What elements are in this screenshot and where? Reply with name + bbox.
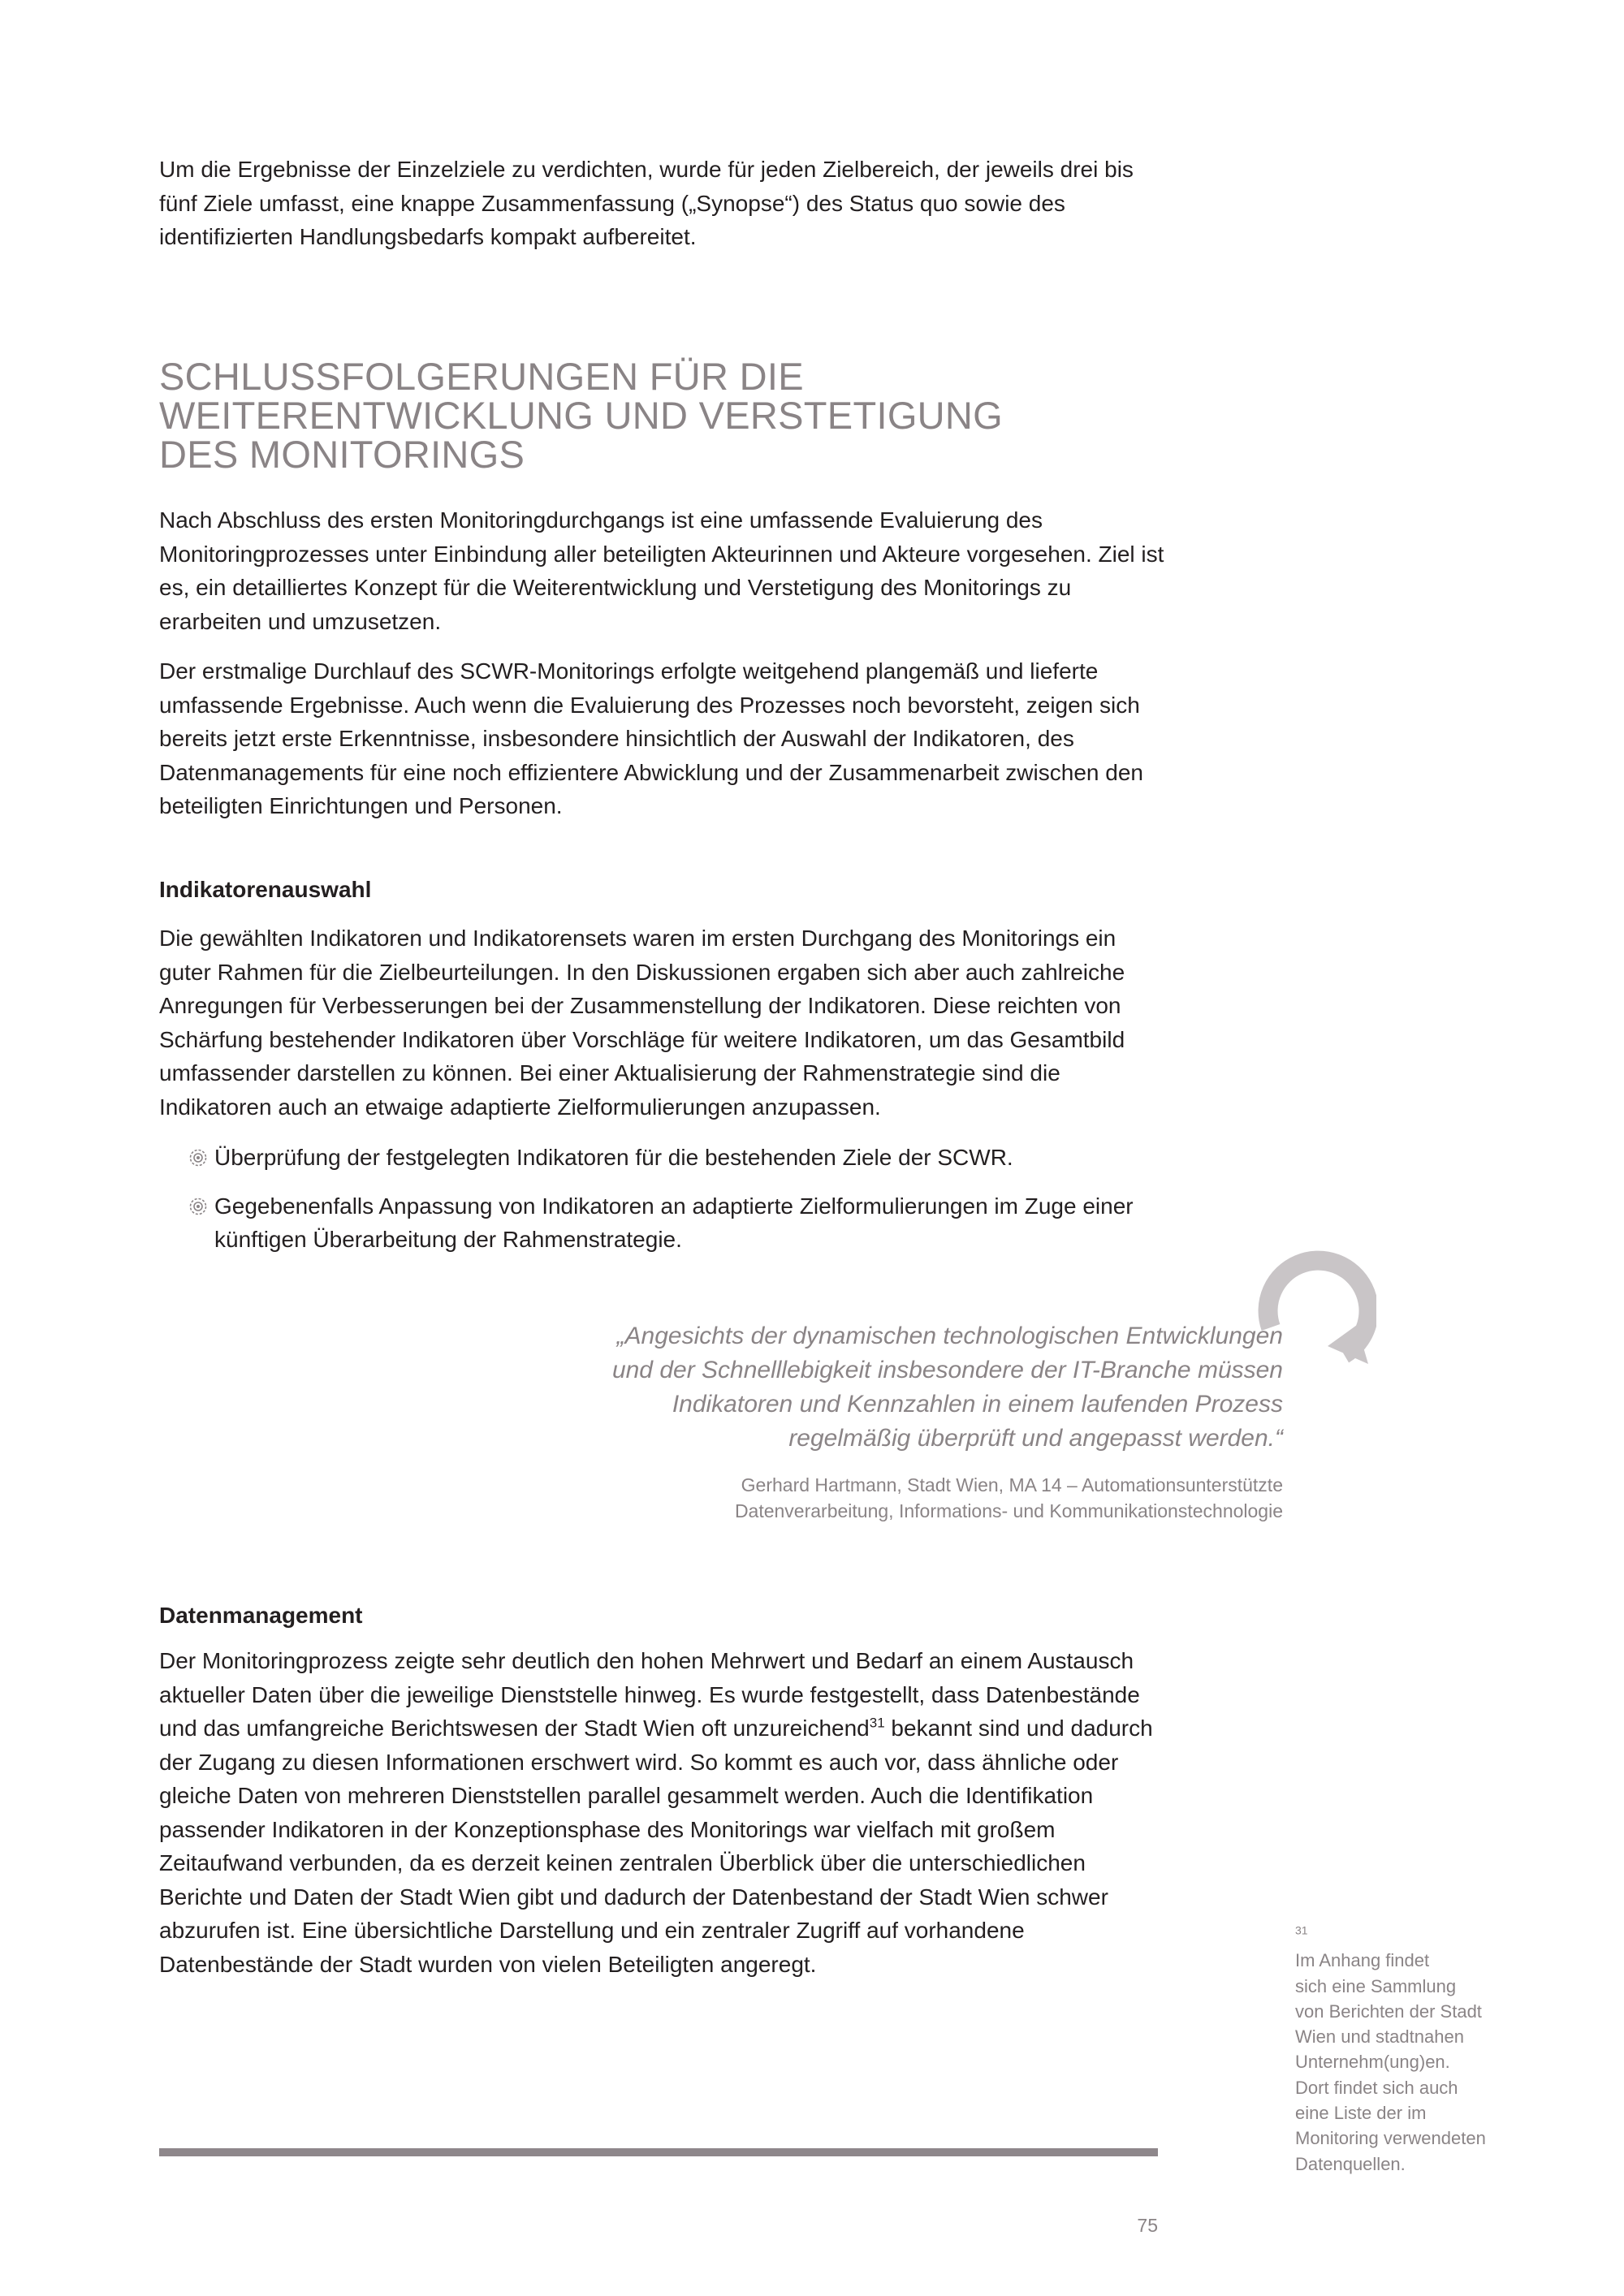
- bullet-text: Überprüfung der festgelegten Indikatoren für die bestehenden Ziele der SCWR.: [214, 1145, 1013, 1170]
- pull-quote: [560, 1319, 1283, 1524]
- footnote-line: von Berichten der Stadt: [1295, 2000, 1482, 2022]
- paragraph-text: Der Monitoringprozess zeigte sehr deutlich den hohen Mehrwert und Bedarf an einem Austausch aktueller Daten über die jeweilige Dienststelle hinweg. Es wurde festgestellt, dass Datenbestände und das umfangreiche Berichtswesen der Stadt Wien oft unzureichend: [159, 1648, 1140, 1741]
- indikatoren-bullet-list: [159, 1141, 1166, 1271]
- bullet-text: Gegebenenfalls Anpassung von Indikatoren an adaptierte Zielformulierungen im Zuge einer künftigen Überarbeitung der Rahmenstrategie.: [214, 1193, 1134, 1252]
- section-title: [159, 357, 1215, 474]
- indikatorenauswahl-heading: Indikatorenauswahl: [159, 877, 372, 902]
- indikatorenauswahl-paragraph: Die gewählten Indikatoren und Indikatorensets waren im ersten Durchgang des Monitorings ein guter Rahmen für die Zielbeurteilungen. In den Diskussionen ergaben sich aber auch zahlreiche Anregungen für Verbesserungen bei der Zusammenstellung der Indikatoren. Diese reichten von Schärfung bestehender Indikatoren über Vorschläge für weitere Indikatoren, um das Gesamtbild umfassender darstellen zu können. Bei einer Aktualisierung der Rahmenstrategie sind die Indikatoren auch an etwaige adaptierte Zielformulierungen anzupassen.: [159, 926, 1125, 1120]
- datenmanagement-paragraph: [159, 1644, 1166, 1981]
- attribution-line: Datenverarbeitung, Informations- und Kommunikationstechnologie: [734, 1500, 1283, 1521]
- section-title-line: WEITERENTWICKLUNG UND VERSTETIGUNG: [159, 394, 1004, 437]
- paragraph-text: bekannt sind und dadurch der Zugang zu diesen Informationen erschwert wird. So kommt es auch vor, dass ähnliche oder gleiche Daten von mehreren Dienststellen parallel gesammelt werden. Auch die Identifikation passender Indikatoren in der Konzeptionsphase des Monitorings war vielfach mit großem Zeitaufwand verbunden, da es derzeit keinen zentralen Überblick über die unterschiedlichen Berichte und Daten der Stadt Wien gibt und dadurch der Datenbestand der Stadt Wien schwer abzurufen ist. Eine übersichtliche Darstellung und ein zentraler Zugriff auf vorhandene Datenbestände der Stadt wurden von vielen Beteiligten angeregt.: [159, 1716, 1153, 1977]
- gear-bullet-icon: [188, 1197, 208, 1216]
- quote-line: und der Schnelllebigkeit insbesondere der IT-Branche müssen: [611, 1357, 1283, 1383]
- section-intro: [159, 503, 1166, 823]
- list-item: [159, 1189, 1166, 1257]
- footnote-line: Dort findet sich auch: [1295, 2077, 1458, 2098]
- section-title-line: SCHLUSSFOLGERUNGEN FÜR DIE: [159, 355, 804, 398]
- list-item: [159, 1141, 1166, 1175]
- footnote-text: Im Anhang findet: [1295, 1950, 1430, 1971]
- intro-paragraph: Um die Ergebnisse der Einzelziele zu verdichten, wurde für jeden Zielbereich, der jeweils drei bis fünf Ziele umfasst, eine knappe Zusammenfassung („Synopse“) des Status quo sowie des identifizierten Handlungsbedarfs kompakt aufbereitet.: [159, 157, 1134, 249]
- footnote-number: 31: [1295, 1923, 1308, 1937]
- page-number: 75: [1137, 2215, 1158, 2236]
- footnote-reference[interactable]: 31: [869, 1715, 885, 1731]
- datenmanagement-heading: Datenmanagement: [159, 1603, 363, 1628]
- footnote-line: [1295, 1923, 1514, 1974]
- quote-line: regelmäßig überprüft und angepasst werden.“: [788, 1425, 1283, 1452]
- quote-text: [560, 1319, 1283, 1456]
- footnote-line: sich eine Sammlung: [1295, 1975, 1457, 1996]
- footer-divider: [159, 2148, 1158, 2156]
- quote-line: „Angesichts der dynamischen technologischen Entwicklungen: [616, 1323, 1283, 1349]
- quote-line: Indikatoren und Kennzahlen in einem laufenden Prozess: [672, 1391, 1283, 1418]
- section-paragraph: Der erstmalige Durchlauf des SCWR-Monitorings erfolgte weitgehend plangemäß und lieferte umfassende Ergebnisse. Auch wenn die Evaluierung des Prozesses noch bevorsteht, zeigen sich bereits jetzt erste Erkenntnisse, insbesondere hinsichtlich der Auswahl der Indikatoren, des Datenmanagements für eine noch effizientere Abwicklung und der Zusammenarbeit zwischen den beteiligten Einrichtungen und Personen.: [159, 658, 1143, 818]
- footnote-line: eine Liste der im: [1295, 2103, 1427, 2124]
- footnote-line: Monitoring verwendeten: [1295, 2128, 1486, 2149]
- footnote-line: Datenquellen.: [1295, 2153, 1406, 2174]
- footnote-line: Unternehm(ung)en.: [1295, 2052, 1450, 2073]
- gear-bullet-icon: [188, 1148, 208, 1167]
- quote-attribution: [560, 1472, 1283, 1524]
- section-paragraph: Nach Abschluss des ersten Monitoringdurchgangs ist eine umfassende Evaluierung des Monitoringprozesses unter Einbindung aller beteiligten Akteurinnen und Akteure vorgesehen. Ziel ist es, ein detailliertes Konzept für die Weiterentwicklung und Verstetigung des Monitorings zu erarbeiten und umzusetzen.: [159, 507, 1164, 634]
- section-title-line: DES MONITORINGS: [159, 433, 525, 476]
- footnote-line: Wien und stadtnahen: [1295, 2026, 1464, 2048]
- footnote-31: [1295, 1923, 1514, 2177]
- attribution-line: Gerhard Hartmann, Stadt Wien, MA 14 – Automationsunterstützte: [741, 1474, 1283, 1495]
